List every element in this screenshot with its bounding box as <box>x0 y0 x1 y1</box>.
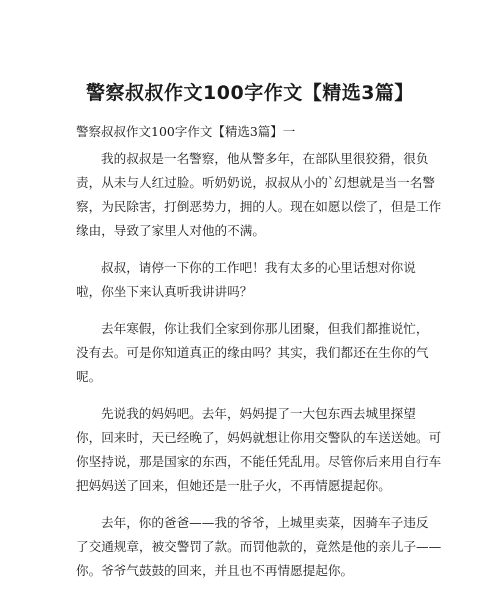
paragraph-line: 责，从未与人红过脸。听奶奶说，叔叔从小的`幻想就是当一名警 <box>76 175 435 190</box>
paragraph <box>76 511 442 583</box>
paragraph-line: 没有去。可是你知道真正的缘由吗？其实，我们都还在生你的气 <box>76 345 429 360</box>
paragraph-line: 缘由，导致了家里人对他的不满。 <box>76 223 265 238</box>
paragraph-line: 了交通规章，被交警罚了款。而罚他款的，竟然是他的亲儿子—— <box>76 539 442 554</box>
paragraph-line: 你，回来时，天已经晚了，妈妈就想让你用交警队的车送送她。可 <box>76 430 442 445</box>
paragraph-line: 叔叔，请停一下你的工作吧！我有太多的心里话想对你说 <box>101 260 416 275</box>
paragraph-line: 去年寒假，你让我们全家到你那儿团聚，但我们都推说忙， <box>101 321 429 336</box>
paragraph-line: 先说我的妈妈吧。去年，妈妈提了一大包东西去城里探望 <box>101 406 416 421</box>
paragraph <box>76 147 442 243</box>
paragraph <box>76 317 428 389</box>
paragraph-line: 把妈妈送了回来，但她还是一肚子火，不再情愿提起你。 <box>76 478 391 493</box>
paragraph-line: 啦，你坐下来认真听我讲讲吗？ <box>76 284 253 299</box>
paragraph-line: 察，为民除害，打倒恶势力，拥的人。现在如愿以偿了，但是工作 <box>76 199 442 214</box>
paragraph-line: 去年，你的爸爸——我的爷爷，上城里卖菜，因骑车子违反 <box>101 515 429 530</box>
paragraph-line: 你坚持说，那是国家的东西，不能任凭乱用。尽管你后来用自行车 <box>76 454 442 469</box>
paragraph-line: 呢。 <box>76 369 102 384</box>
paragraph <box>76 256 428 304</box>
paragraph-line: 你。爷爷气鼓鼓的回来，并且也不再情愿提起你。 <box>76 563 354 578</box>
document-subtitle: 警察叔叔作文100字作文【精选3篇】一 <box>76 124 296 139</box>
document-title: 警察叔叔作文100字作文【精选3篇】 <box>86 82 414 104</box>
paragraph <box>76 402 442 498</box>
paragraph-line: 我的叔叔是一名警察，他从警多年，在部队里很狡猾，很负 <box>101 151 429 166</box>
document-body <box>76 147 442 596</box>
